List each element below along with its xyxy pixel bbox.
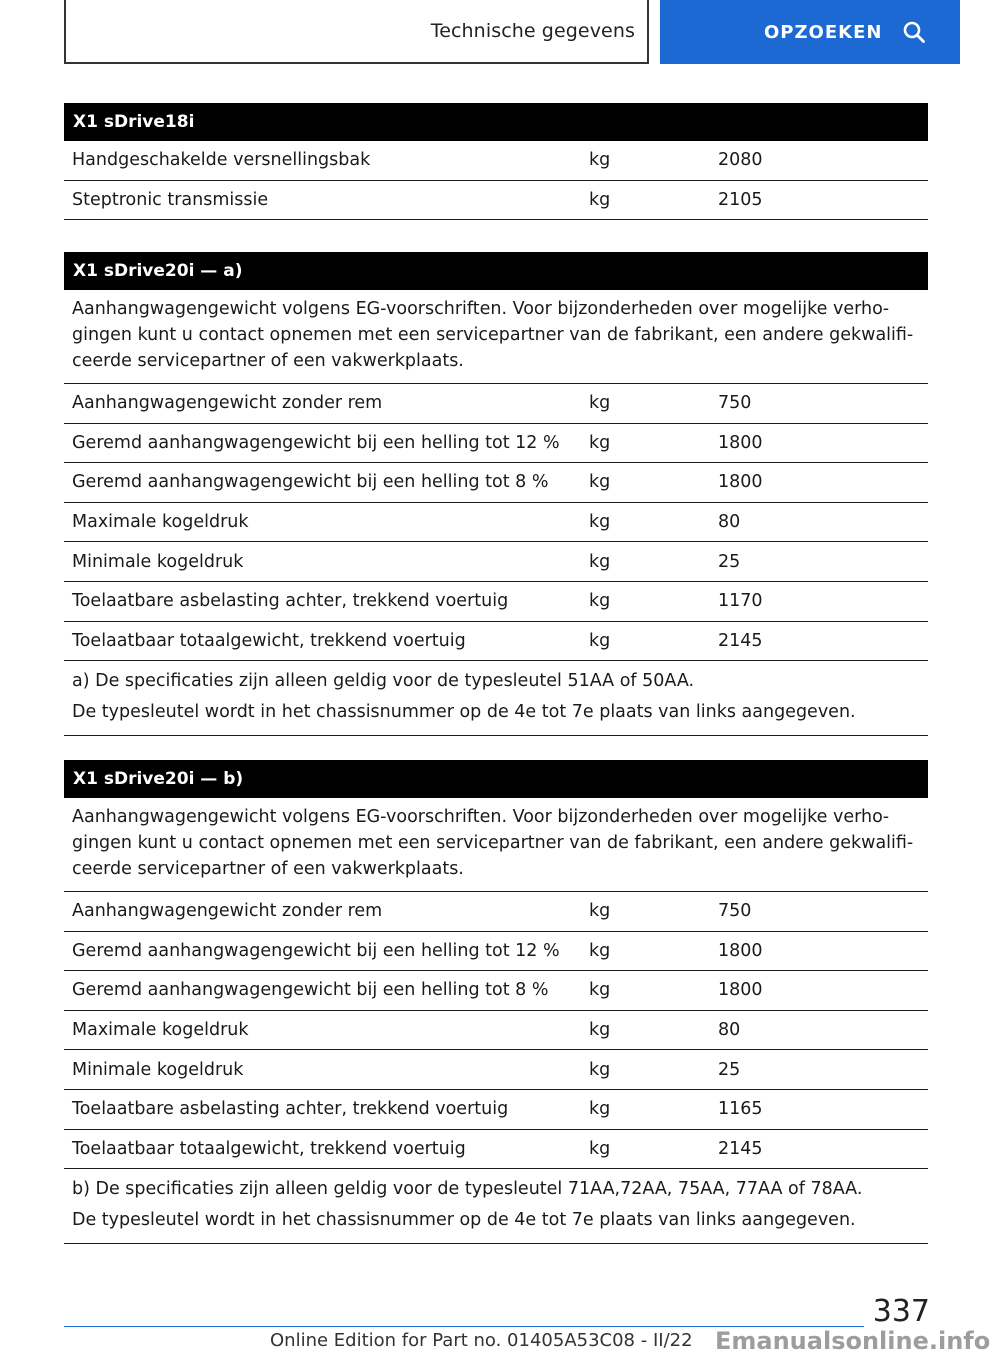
spec-unit: kg (589, 189, 611, 210)
spec-unit: kg (589, 1020, 611, 1041)
spec-unit: kg (589, 901, 611, 922)
table-row (64, 1011, 928, 1051)
table-row (64, 582, 928, 622)
chapter-title: Technische gegevens (430, 20, 635, 42)
spec-label: Aanhangwagengewicht zonder rem (72, 393, 383, 414)
edition-text: Online Edition for Part no. 01405A53C08 - II/22 (270, 1330, 693, 1351)
spec-value: 1165 (718, 1099, 763, 1120)
table-row (64, 542, 928, 582)
section-footnotes (64, 1169, 928, 1244)
spec-unit: kg (589, 1059, 611, 1080)
spec-unit: kg (589, 150, 611, 171)
section-footnotes (64, 661, 928, 736)
spec-unit: kg (589, 1099, 611, 1120)
table-row (64, 892, 928, 932)
table-row (64, 503, 928, 543)
spec-unit: kg (589, 512, 611, 533)
spec-label: Geremd aanhangwagengewicht bij een helling tot 12 % (72, 432, 560, 453)
search-icon (902, 20, 926, 44)
spec-label: Aanhangwagengewicht zonder rem (72, 901, 383, 922)
spec-unit: kg (589, 472, 611, 493)
spec-label: Maximale kogeldruk (72, 1020, 249, 1041)
table-row (64, 971, 928, 1011)
table-row (64, 1050, 928, 1090)
spec-value: 80 (718, 512, 741, 533)
table-row (64, 384, 928, 424)
spec-value: 1800 (718, 940, 763, 961)
spec-label: Geremd aanhangwagengewicht bij een helling tot 12 % (72, 940, 560, 961)
spec-unit: kg (589, 1138, 611, 1159)
spec-unit: kg (589, 980, 611, 1001)
spec-section-sdrive20i-a (64, 252, 928, 736)
section-title: X1 sDrive18i (64, 103, 928, 141)
chapter-tab[interactable] (64, 0, 649, 64)
spec-unit: kg (589, 551, 611, 572)
spec-label: Toelaatbaar totaalgewicht, trekkend voertuig (72, 1138, 466, 1159)
footnote: De typesleutel wordt in het chassisnummer op de 4e tot 7e plaats van links aangegeven. (72, 702, 856, 723)
table-row (64, 141, 928, 181)
spec-value: 25 (718, 551, 741, 572)
spec-unit: kg (589, 432, 611, 453)
table-row (64, 463, 928, 503)
spec-value: 2145 (718, 1138, 763, 1159)
spec-label: Minimale kogeldruk (72, 551, 244, 572)
spec-label: Geremd aanhangwagengewicht bij een helling tot 8 % (72, 980, 549, 1001)
spec-value: 750 (718, 393, 752, 414)
watermark: Emanualsonline.info (715, 1327, 990, 1355)
spec-label: Toelaatbare asbelasting achter, trekkend voertuig (72, 591, 509, 612)
spec-value: 80 (718, 1020, 741, 1041)
spec-value: 2105 (718, 189, 763, 210)
search-button[interactable] (660, 0, 960, 64)
spec-unit: kg (589, 940, 611, 961)
footnote: b) De specificaties zijn alleen geldig voor de typesleutel 71AA,72AA, 75AA, 77AA of 78AA. (72, 1179, 863, 1200)
spec-section-sdrive20i-b (64, 760, 928, 1244)
section-intro: Aanhangwagengewicht volgens EG-voorschriften. Voor bijzonderheden over mogelijke verhogingen kunt u contact opnemen met een servicepartner van de fabrikant, een andere gekwalificeerde servicepartner of een vakwerkplaats. (64, 798, 928, 892)
spec-label: Handgeschakelde versnellingsbak (72, 150, 371, 171)
spec-value: 750 (718, 901, 752, 922)
table-row (64, 932, 928, 972)
spec-unit: kg (589, 591, 611, 612)
spec-section-sdrive18i (64, 103, 928, 220)
section-intro: Aanhangwagengewicht volgens EG-voorschriften. Voor bijzonderheden over mogelijke verhogingen kunt u contact opnemen met een servicepartner van de fabrikant, een andere gekwalificeerde servicepartner of een vakwerkplaats. (64, 290, 928, 384)
spec-label: Minimale kogeldruk (72, 1059, 244, 1080)
page-number: 337 (872, 1294, 930, 1329)
spec-value: 1800 (718, 472, 763, 493)
spec-unit: kg (589, 393, 611, 414)
table-row (64, 424, 928, 464)
spec-label: Maximale kogeldruk (72, 512, 249, 533)
spec-unit: kg (589, 630, 611, 651)
footnote: a) De specificaties zijn alleen geldig voor de typesleutel 51AA of 50AA. (72, 671, 695, 692)
spec-value: 2145 (718, 630, 763, 651)
spec-value: 1800 (718, 432, 763, 453)
spec-label: Steptronic transmissie (72, 189, 269, 210)
page-header (0, 0, 960, 66)
spec-value: 2080 (718, 150, 763, 171)
table-row (64, 181, 928, 221)
spec-label: Toelaatbare asbelasting achter, trekkend voertuig (72, 1099, 509, 1120)
table-row (64, 622, 928, 662)
spec-value: 1800 (718, 980, 763, 1001)
table-row (64, 1130, 928, 1170)
section-title: X1 sDrive20i — a) (64, 252, 928, 290)
spec-value: 1170 (718, 591, 763, 612)
spec-label: Toelaatbaar totaalgewicht, trekkend voertuig (72, 630, 466, 651)
spec-value: 25 (718, 1059, 741, 1080)
section-title: X1 sDrive20i — b) (64, 760, 928, 798)
search-label: OPZOEKEN (764, 21, 883, 43)
spec-label: Geremd aanhangwagengewicht bij een helling tot 8 % (72, 472, 549, 493)
table-row (64, 1090, 928, 1130)
footnote: De typesleutel wordt in het chassisnummer op de 4e tot 7e plaats van links aangegeven. (72, 1210, 856, 1231)
